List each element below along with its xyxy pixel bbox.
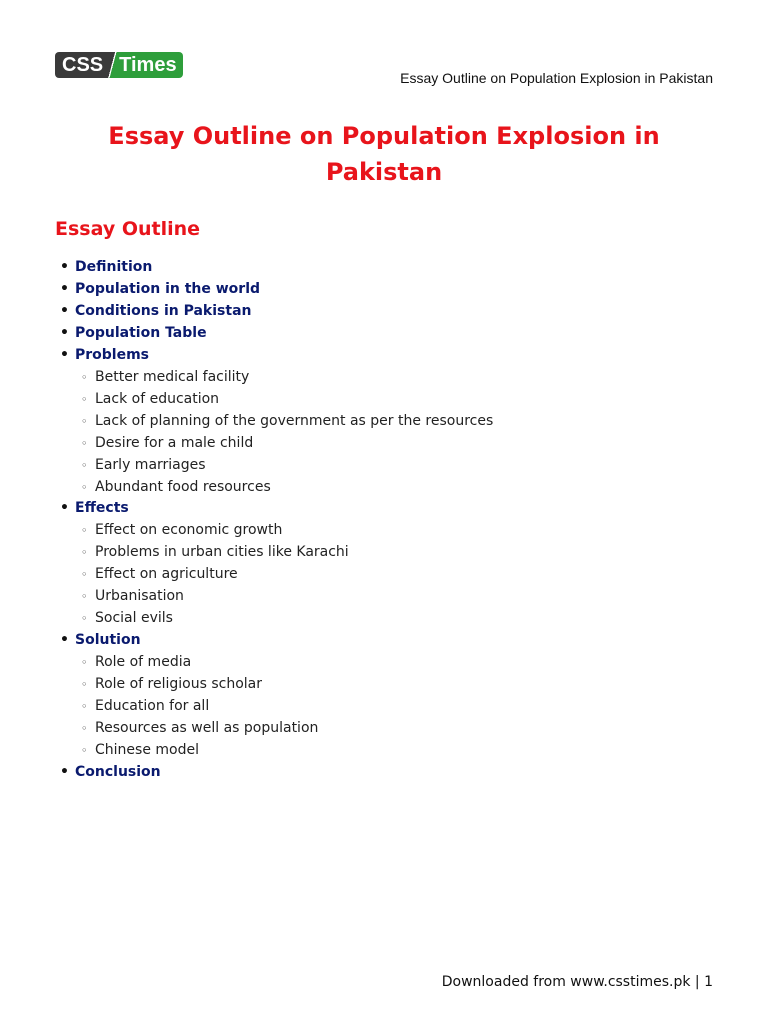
outline-subitem-label: Social evils [95,610,173,627]
outline-subitem [75,455,493,477]
outline-subitem [75,411,493,433]
outline-subitem-label: Urbanisation [95,588,184,605]
outline-subitem [75,652,493,674]
essay-outline-list [60,257,493,784]
csstimes-logo [55,52,183,78]
logo-css-text: CSS [55,52,107,78]
outline-item-label: Definition [75,259,153,275]
outline-item-label: Population Table [75,324,207,341]
outline-subitem [75,367,493,389]
logo-slash-divider [107,52,117,78]
hollow-bullet-icon: ◦ [81,722,88,736]
outline-subitem [75,696,493,718]
document-title [60,118,708,190]
outline-subitem-label: Better medical facility [95,368,250,385]
outline-subitem [75,608,493,630]
outline-subitem-label: Effect on agriculture [95,566,238,583]
bullet-icon: • [60,259,69,275]
bullet-icon: • [60,500,69,517]
outline-sublist [75,367,493,499]
outline-item-label: Problems [75,346,150,363]
hollow-bullet-icon: ◦ [81,743,88,757]
hollow-bullet-icon: ◦ [81,370,88,384]
hollow-bullet-icon: ◦ [81,678,88,692]
bullet-icon: • [60,324,69,341]
bullet-icon: • [60,632,69,649]
outline-sublist [75,520,493,630]
outline-item [60,762,493,784]
outline-item [60,498,493,630]
hollow-bullet-icon: ◦ [81,480,88,494]
hollow-bullet-icon: ◦ [81,656,88,670]
page-footer: Downloaded from www.csstimes.pk | 1 [441,974,713,990]
outline-item [60,279,493,301]
hollow-bullet-icon: ◦ [81,414,88,428]
hollow-bullet-icon: ◦ [81,524,88,538]
outline-subitem [75,674,493,696]
outline-subitem [75,740,493,762]
outline-subitem-label: Education for all [95,698,210,715]
outline-sublist [75,652,493,762]
outline-item-label: Effects [75,500,129,517]
document-title-line-1: Essay Outline on Population Explosion in [108,122,660,150]
outline-subitem-label: Abundant food resources [95,478,271,495]
outline-subitem [75,520,493,542]
hollow-bullet-icon: ◦ [81,458,88,472]
outline-item [60,301,493,323]
hollow-bullet-icon: ◦ [81,590,88,604]
section-heading: Essay Outline [55,218,201,240]
outline-subitem [75,433,493,455]
bullet-icon: • [60,763,69,780]
outline-subitem [75,586,493,608]
hollow-bullet-icon: ◦ [81,700,88,714]
outline-subitem-label: Lack of education [95,390,220,407]
bullet-icon: • [60,302,69,319]
outline-item [60,323,493,345]
outline-item-label: Population in the world [75,280,261,297]
outline-item-label: Conclusion [75,763,161,780]
outline-item [60,257,493,279]
bullet-icon: • [60,280,69,297]
hollow-bullet-icon: ◦ [81,436,88,450]
outline-subitem [75,718,493,740]
outline-subitem-label: Role of media [95,654,192,671]
outline-subitem [75,542,493,564]
running-header-title: Essay Outline on Population Explosion in Pakistan [400,70,713,86]
logo-times-text: Times [117,52,182,78]
outline-item-label: Conditions in Pakistan [75,302,252,319]
hollow-bullet-icon: ◦ [81,392,88,406]
outline-item [60,345,493,499]
hollow-bullet-icon: ◦ [81,612,88,626]
outline-subitem [75,389,493,411]
outline-item [60,630,493,762]
outline-subitem [75,564,493,586]
bullet-icon: • [60,346,69,363]
outline-subitem-label: Role of religious scholar [95,676,263,693]
outline-item-label: Solution [75,632,141,649]
hollow-bullet-icon: ◦ [81,546,88,560]
outline-subitem-label: Chinese model [95,741,199,758]
outline-subitem-label: Lack of planning of the government as per the resources [95,412,494,429]
outline-subitem [75,477,493,499]
document-title-line-2: Pakistan [325,158,443,186]
hollow-bullet-icon: ◦ [81,568,88,582]
outline-subitem-label: Early marriages [95,456,206,473]
outline-subitem-label: Desire for a male child [95,434,254,451]
outline-subitem-label: Effect on economic growth [95,522,283,539]
outline-subitem-label: Problems in urban cities like Karachi [95,544,349,561]
outline-subitem-label: Resources as well as population [95,720,319,737]
